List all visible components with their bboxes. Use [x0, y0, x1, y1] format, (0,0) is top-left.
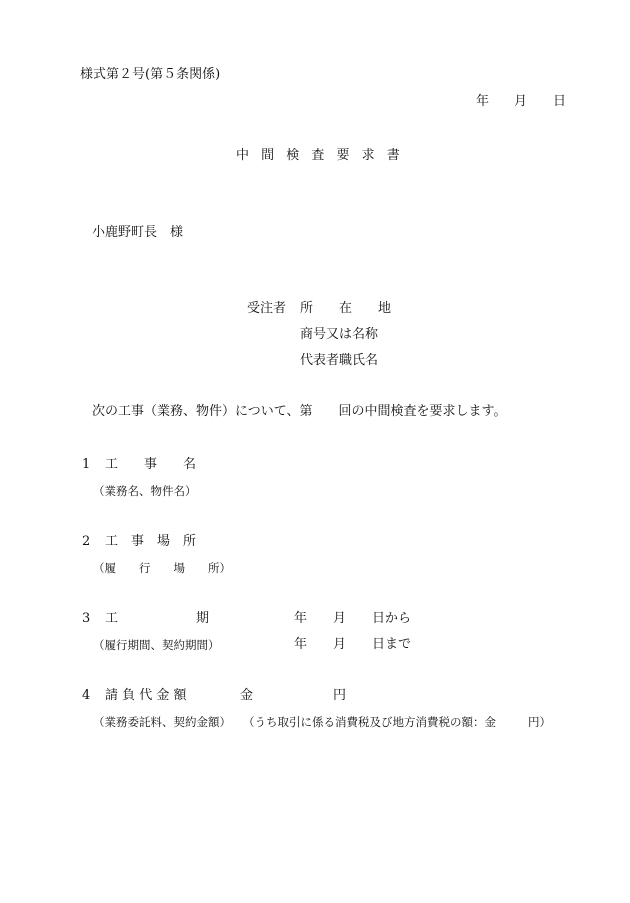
- period-from-month: 月: [333, 611, 347, 626]
- amount-unit: 円: [333, 688, 347, 703]
- item-sublabel: （履 行 場 所）: [93, 561, 231, 575]
- document-title: 中 間 検 査 要 求 書: [236, 148, 404, 163]
- tax-unit: 円）: [528, 715, 551, 729]
- form-number: 様式第２号(第５条関係): [80, 67, 221, 82]
- item-number: 3: [82, 611, 91, 626]
- date-month-label: 月: [514, 94, 528, 109]
- item-label-construction-place: 工 事 場 所: [105, 534, 197, 549]
- company-name-label: 商号又は名称: [300, 327, 379, 342]
- date-year-label: 年: [476, 94, 490, 109]
- period-to-month: 月: [333, 637, 347, 652]
- addressee: 小鹿野町長 様: [92, 225, 184, 240]
- address-label: 所 在 地: [300, 301, 392, 316]
- period-to-suffix: 日まで: [372, 637, 412, 652]
- item-number: 1: [82, 457, 91, 472]
- period-from-suffix: 日から: [372, 611, 412, 626]
- item-label-period: 工 期: [105, 611, 210, 626]
- item-sublabel: （業務委託料、契約金額）: [93, 715, 231, 729]
- item-number: 2: [82, 534, 91, 549]
- item-number: 4: [82, 688, 91, 703]
- representative-label: 代表者職氏名: [300, 353, 379, 368]
- amount-label: 金: [240, 688, 254, 703]
- item-label-construction-name: 工 事 名: [105, 457, 197, 472]
- item-sublabel: （業務名、物件名）: [93, 484, 197, 498]
- request-text: 次の工事（業務、物件）について、第 回の中間検査を要求します。: [92, 404, 507, 419]
- item-label-contract-amount: 請 負 代 金 額: [105, 688, 187, 703]
- tax-note: （うち取引に係る消費税及び地方消費税の額：金: [243, 715, 496, 729]
- item-sublabel: （履行期間、契約期間）: [93, 638, 220, 652]
- period-from-year: 年: [294, 611, 308, 626]
- period-to-year: 年: [294, 637, 308, 652]
- date-day-label: 日: [553, 94, 567, 109]
- contractor-label: 受注者: [247, 301, 287, 316]
